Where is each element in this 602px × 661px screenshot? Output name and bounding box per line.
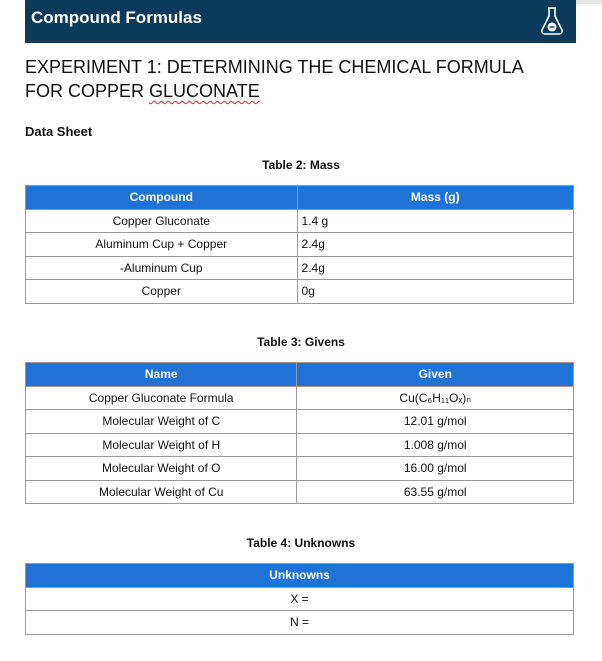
- table2-caption: Table 2: Mass: [262, 158, 340, 172]
- table-row: [26, 611, 574, 635]
- table-header-row: [26, 363, 574, 387]
- table-cell[interactable]: 1.008 g/mol: [297, 433, 574, 457]
- column-header: Unknowns: [26, 564, 574, 588]
- table-row: [26, 280, 574, 304]
- table2-mass: [25, 185, 574, 304]
- spellcheck-word: GLUCONATE: [149, 81, 260, 101]
- column-header: Compound: [26, 186, 298, 210]
- table-row: [26, 587, 574, 611]
- header-title: Compound Formulas: [31, 8, 202, 27]
- table-cell[interactable]: -Aluminum Cup: [26, 256, 298, 280]
- header-bar: [25, 0, 576, 43]
- table-cell[interactable]: N =: [26, 611, 574, 635]
- experiment-title: [25, 55, 575, 103]
- table-row: [26, 410, 574, 434]
- table-cell[interactable]: 1.4 g: [297, 209, 573, 233]
- table-header-row: [26, 564, 574, 588]
- table-row: [26, 386, 574, 410]
- experiment-title-line1: EXPERIMENT 1: DETERMINING THE CHEMICAL FORMULA: [25, 57, 524, 77]
- table-cell[interactable]: Molecular Weight of O: [26, 457, 297, 481]
- table-cell[interactable]: Molecular Weight of C: [26, 410, 297, 434]
- table-cell[interactable]: Copper Gluconate Formula: [26, 386, 297, 410]
- table-row: [26, 457, 574, 481]
- table-cell[interactable]: 2.4g: [297, 256, 573, 280]
- table-row: [26, 209, 574, 233]
- table3-givens: [25, 362, 574, 504]
- data-sheet-heading: Data Sheet: [25, 124, 93, 139]
- table4-unknowns: [25, 563, 574, 635]
- experiment-title-line2: [25, 79, 575, 103]
- table-cell[interactable]: X =: [26, 587, 574, 611]
- flask-icon: [536, 4, 568, 38]
- experiment-title-prefix: FOR COPPER: [25, 81, 150, 101]
- table-cell[interactable]: Aluminum Cup + Copper: [26, 233, 298, 257]
- table-row: [26, 433, 574, 457]
- column-header: Name: [26, 363, 297, 387]
- table-row: [26, 480, 574, 504]
- column-header: Mass (g): [297, 186, 573, 210]
- table4-caption: Table 4: Unknowns: [246, 536, 356, 550]
- table-row: [26, 233, 574, 257]
- table-cell[interactable]: 2.4g: [297, 233, 573, 257]
- column-header: Given: [297, 363, 574, 387]
- table-cell[interactable]: 63.55 g/mol: [297, 480, 574, 504]
- table-cell[interactable]: Molecular Weight of H: [26, 433, 297, 457]
- table-cell[interactable]: Molecular Weight of Cu: [26, 480, 297, 504]
- table3-caption: Table 3: Givens: [257, 335, 345, 349]
- table-cell[interactable]: 0g: [297, 280, 573, 304]
- table-cell[interactable]: 16.00 g/mol: [297, 457, 574, 481]
- table-cell[interactable]: 12.01 g/mol: [297, 410, 574, 434]
- table-cell[interactable]: Copper: [26, 280, 298, 304]
- table-header-row: [26, 186, 574, 210]
- table-cell[interactable]: Copper Gluconate: [26, 209, 298, 233]
- table-cell[interactable]: Cu(C₆H₁₁Oₓ)ₙ: [297, 386, 574, 410]
- table-row: [26, 256, 574, 280]
